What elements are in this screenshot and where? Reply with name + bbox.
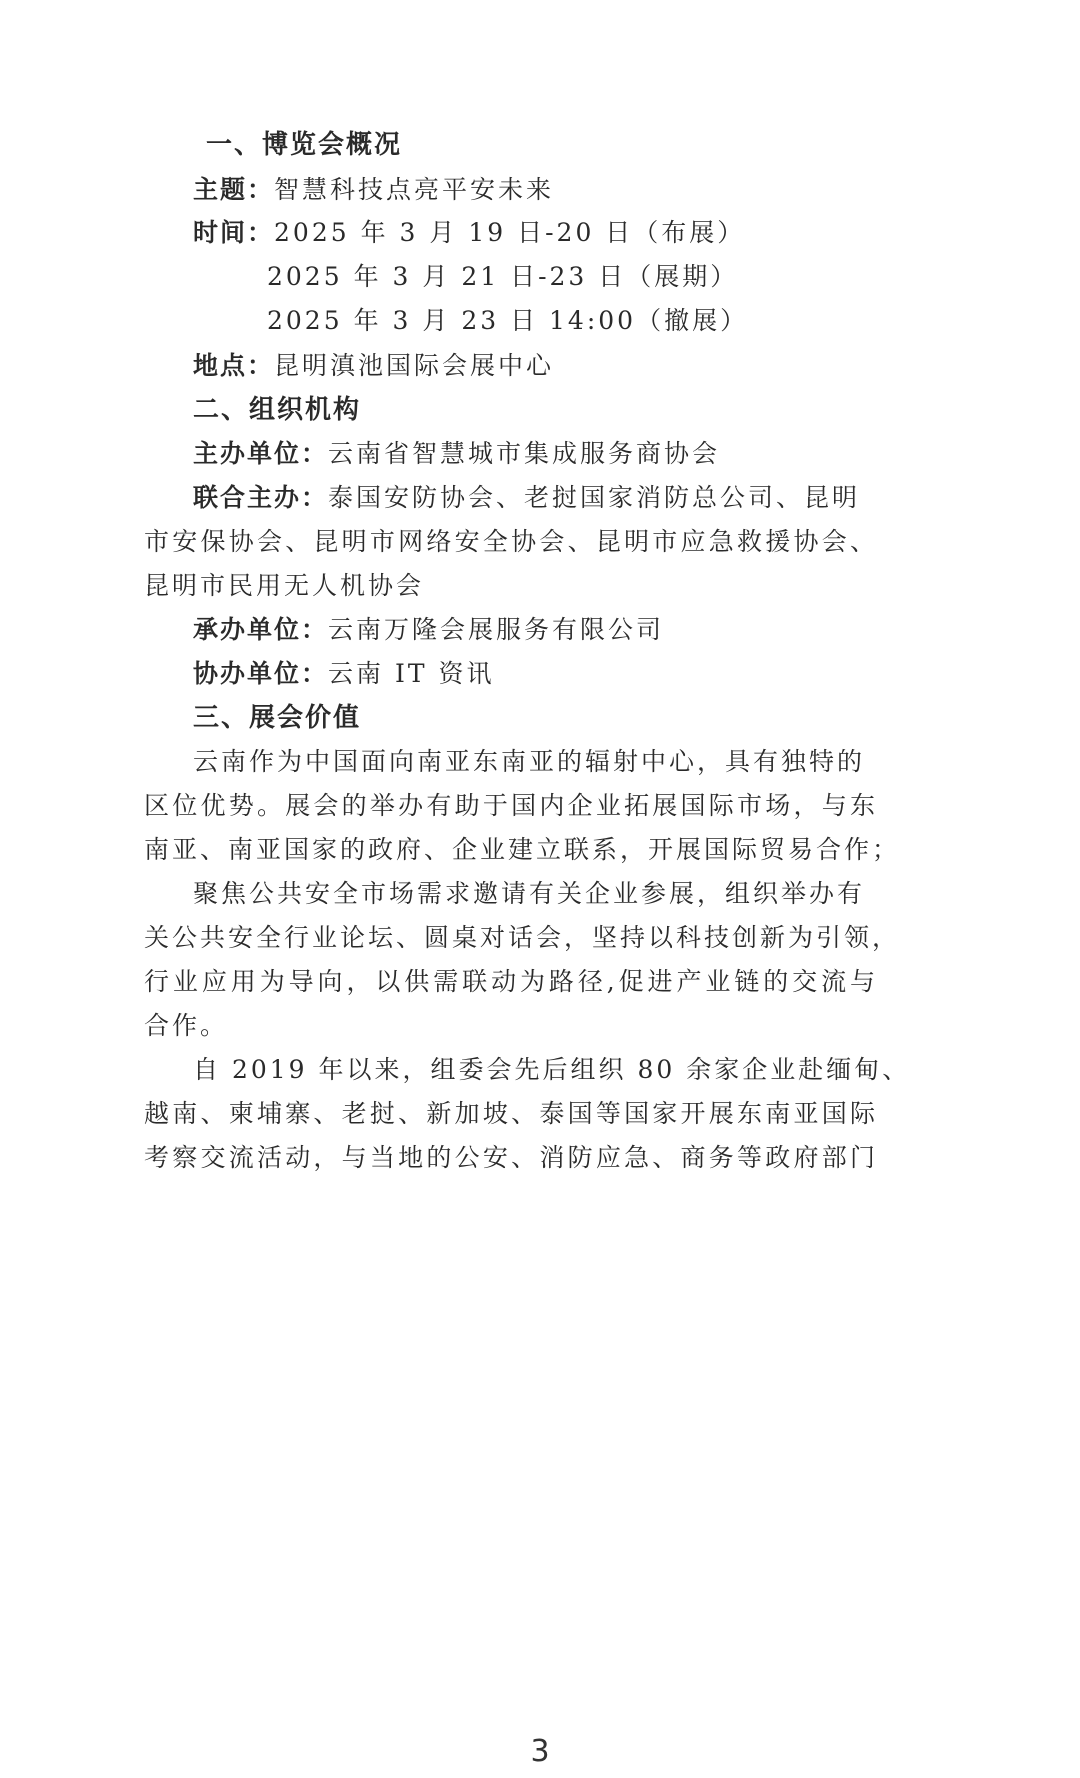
organizer-value: 云南万隆会展服务有限公司 — [328, 615, 665, 644]
theme-label: 主题： — [193, 175, 275, 204]
coorganizer-label: 协办单位： — [193, 659, 329, 688]
section-heading-overview: 一、博览会概况 — [206, 130, 403, 160]
paragraph3-line-1: 自 2019 年以来，组委会先后组织 80 余家企业赴缅甸、 — [193, 1055, 911, 1084]
page-number: 3 — [530, 1734, 550, 1769]
venue-row — [193, 349, 554, 383]
paragraph2-line-2: 关公共安全行业论坛、圆桌对话会，坚持以科技创新为引领， — [144, 923, 901, 952]
cohost-line-1: 泰国安防协会、老挝国家消防总公司、昆明 — [328, 483, 861, 512]
theme-value: 智慧科技点亮平安未来 — [274, 175, 555, 204]
host-value: 云南省智慧城市集成服务商协会 — [328, 439, 721, 468]
organizer-row — [193, 613, 664, 647]
paragraph3-line-2: 越南、柬埔寨、老挝、新加坡、泰国等国家开展东南亚国际 — [144, 1099, 878, 1128]
venue-label: 地点： — [193, 351, 275, 380]
time-row — [193, 216, 745, 250]
host-row — [193, 437, 720, 471]
paragraph1-line-3: 南亚、南亚国家的政府、企业建立联系，开展国际贸易合作； — [144, 835, 901, 864]
theme-row — [193, 173, 554, 207]
cohost-row — [193, 481, 860, 515]
cohost-line-3: 昆明市民用无人机协会 — [144, 571, 425, 600]
coorganizer-value: 云南 IT 资讯 — [328, 659, 495, 688]
host-label: 主办单位： — [193, 439, 329, 468]
time-line-teardown: 2025 年 3 月 23 日 14:00（撤展） — [267, 306, 749, 335]
coorganizer-row — [193, 657, 494, 691]
venue-value: 昆明滇池国际会展中心 — [274, 351, 555, 380]
cohost-label: 联合主办： — [193, 483, 329, 512]
paragraph3-line-3: 考察交流活动，与当地的公安、消防应急、商务等政府部门 — [144, 1143, 878, 1172]
organizer-label: 承办单位： — [193, 615, 329, 644]
section-heading-value: 三、展会价值 — [193, 703, 362, 733]
cohost-line-2: 市安保协会、昆明市网络安全协会、昆明市应急救援协会、 — [144, 527, 878, 556]
paragraph2-line-3: 行业应用为导向，以供需联动为路径,促进产业链的交流与 — [144, 967, 878, 996]
paragraph1-line-1: 云南作为中国面向南亚东南亚的辐射中心，具有独特的 — [193, 747, 866, 776]
paragraph2-line-4: 合作。 — [144, 1011, 229, 1040]
time-label: 时间： — [193, 218, 275, 247]
time-line-exhibition: 2025 年 3 月 21 日-23 日（展期） — [267, 262, 739, 291]
time-line-setup: 2025 年 3 月 19 日-20 日（布展） — [274, 218, 746, 247]
paragraph2-line-1: 聚焦公共安全市场需求邀请有关企业参展，组织举办有 — [193, 879, 866, 908]
paragraph1-line-2: 区位优势。展会的举办有助于国内企业拓展国际市场，与东 — [144, 791, 878, 820]
section-heading-organization: 二、组织机构 — [193, 395, 362, 425]
